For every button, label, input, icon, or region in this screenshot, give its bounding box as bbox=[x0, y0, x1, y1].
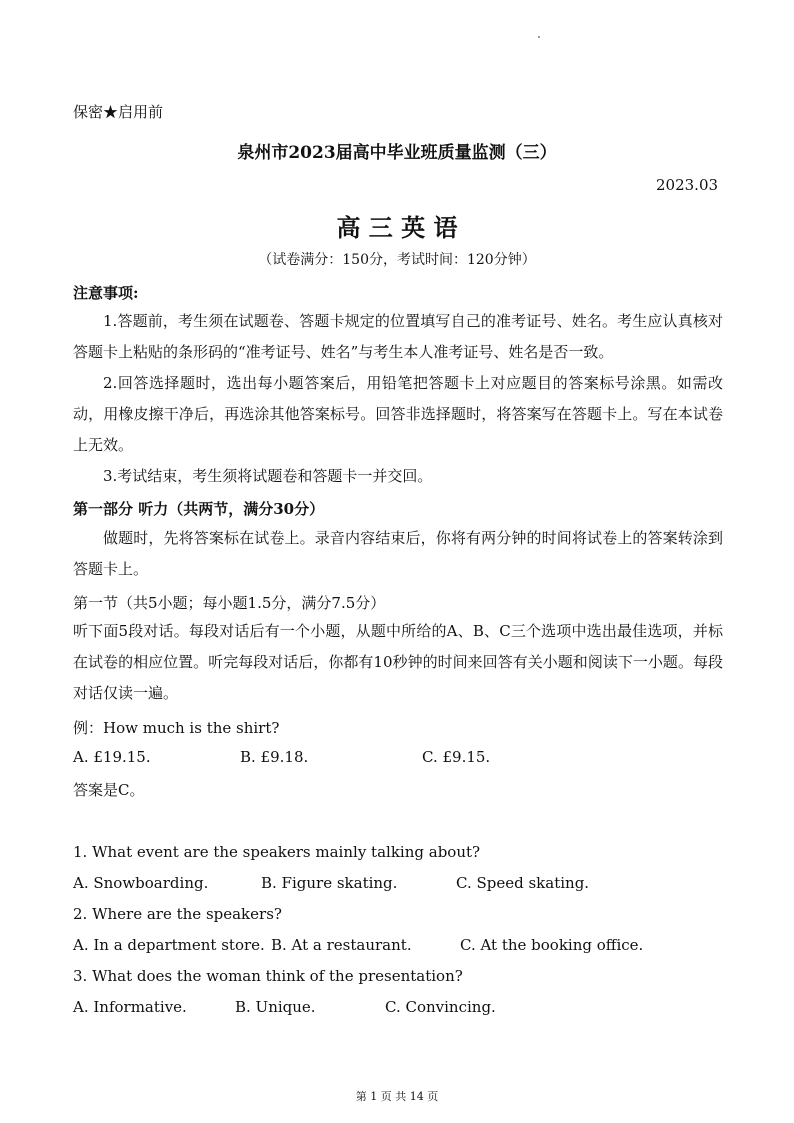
q3-option-b: B. Unique. bbox=[235, 998, 316, 1016]
q3-option-c: C. Convincing. bbox=[385, 998, 496, 1016]
q2-option-c: C. At the booking office. bbox=[460, 936, 644, 954]
note-item-3: 3.考试结束，考生须将试题卷和答题卡一并交回。 bbox=[103, 467, 433, 485]
example-option-a: A. £19.15. bbox=[73, 748, 151, 766]
note-item-2: 2.回答选择题时，选出每小题答案后，用铅笔把答题卡上对应题目的答案标号涂黑。如需改动，用橡皮擦干净后，再选涂其他答案标号。回答非选择题时，将答案写在答题卡上。写在本试卷上无效。 bbox=[73, 374, 723, 454]
q3-option-a: A. Informative. bbox=[73, 998, 187, 1016]
scan-dot bbox=[538, 36, 540, 38]
exam-date: 2023.03 bbox=[656, 176, 719, 194]
page-footer: 第 1 页 共 14 页 bbox=[355, 1090, 439, 1103]
note-item-1: 1.答题前，考生须在试题卷、答题卡规定的位置填写自己的准考证号、姓名。考生应认真核对答题卡上粘贴的条形码的“准考证号、姓名”与考生本人准考证号、姓名是否一致。 bbox=[73, 312, 723, 361]
example-answer: 答案是C。 bbox=[73, 781, 145, 799]
part1-heading: 第一部分 听力（共两节，满分30分） bbox=[73, 500, 325, 518]
q2-option-a: A. In a department store. bbox=[73, 936, 265, 954]
q1-option-b: B. Figure skating. bbox=[261, 874, 398, 892]
secret-label: 保密★启用前 bbox=[73, 103, 164, 121]
section1-instructions: 听下面5段对话。每段对话后有一个小题，从题中所给的A、B、C三个选项中选出最佳选项，并标在试卷的相应位置。听完每段对话后，你都有10秒钟的时间来回答有关小题和阅读下一小题。每段对话仅读一遍。 bbox=[73, 622, 723, 702]
part1-intro: 做题时，先将答案标在试卷上。录音内容结束后，你将有两分钟的时间将试卷上的答案转涂到答题卡上。 bbox=[73, 529, 723, 578]
q1-option-c: C. Speed skating. bbox=[456, 874, 590, 892]
section1-heading: 第一节（共5小题；每小题1.5分，满分7.5分） bbox=[73, 594, 386, 612]
example-question: 例：How much is the shirt? bbox=[73, 719, 280, 737]
notes-heading: 注意事项: bbox=[73, 284, 139, 302]
question-1: 1. What event are the speakers mainly talking about? bbox=[73, 843, 481, 861]
question-3: 3. What does the woman think of the presentation? bbox=[73, 967, 463, 985]
example-option-c: C. £9.15. bbox=[422, 748, 491, 766]
exam-title: 泉州市2023届高中毕业班质量监测（三） bbox=[237, 143, 557, 163]
q1-option-a: A. Snowboarding. bbox=[73, 874, 209, 892]
exam-info: （试卷满分：150分，考试时间：120分钟） bbox=[258, 252, 536, 268]
question-2: 2. Where are the speakers? bbox=[73, 905, 282, 923]
q2-option-b: B. At a restaurant. bbox=[271, 936, 412, 954]
subject-title: 高 三 英 语 bbox=[336, 213, 458, 242]
example-option-b: B. £9.18. bbox=[240, 748, 309, 766]
